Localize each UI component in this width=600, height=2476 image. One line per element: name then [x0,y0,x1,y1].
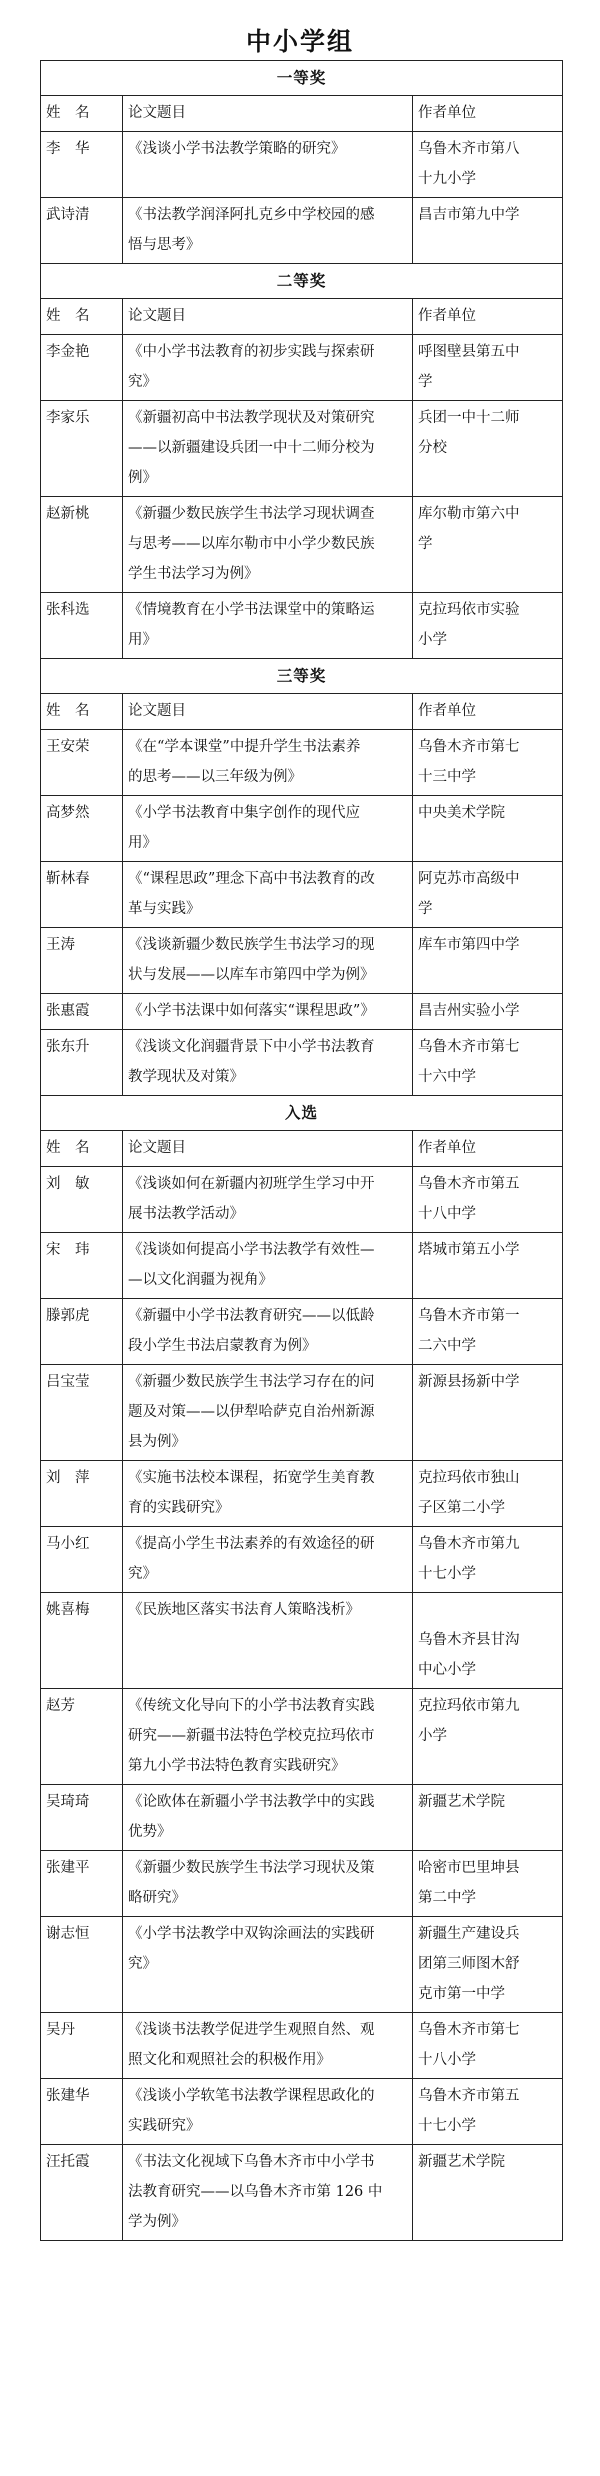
author-unit-line: 乌鲁木齐市第五 [418,2088,520,2104]
paper-title-line: 《提高小学生书法素养的有效途径的研 [128,1536,375,1552]
column-header-row [41,96,563,132]
author-unit [413,928,563,994]
section-header-row [41,659,563,694]
author-unit-line: 十七小学 [418,1566,476,1582]
paper-title-line: 《实施书法校本课程，拓宽学生美育教 [128,1470,375,1486]
author-name [41,1593,123,1689]
section-title: 入选 [41,1096,563,1131]
author-name-line: 李家乐 [46,410,90,426]
author-name-line: 王涛 [46,937,75,953]
author-unit [413,497,563,593]
paper-title-line: 《新疆少数民族学生书法学习现状调查 [128,506,375,522]
author-unit [413,1527,563,1593]
author-name-line: 吴丹 [46,2022,75,2038]
award-table-body [41,61,563,2241]
paper-title [123,132,413,198]
author-unit [413,401,563,497]
author-name-line: 赵新桃 [46,506,90,522]
paper-title-line: 《浅谈如何在新疆内初班学生学习中开 [128,1176,375,1192]
author-unit-line: 十六中学 [418,1069,476,1085]
paper-title [123,1851,413,1917]
table-row [41,928,563,994]
paper-title-line: 《新疆少数民族学生书法学习存在的问 [128,1374,375,1390]
table-row [41,796,563,862]
author-unit-line: 乌鲁木齐市第九 [418,1536,520,1552]
author-unit-line: 学 [418,536,433,552]
table-row [41,1689,563,1785]
author-name [41,335,123,401]
table-row [41,1527,563,1593]
table-row [41,401,563,497]
paper-title-line: 《书法教学润泽阿扎克乡中学校园的感 [128,207,375,223]
table-row [41,2013,563,2079]
paper-title-line: 实践研究》 [128,2118,201,2134]
paper-title-line: 《书法文化视域下乌鲁木齐市中小学书 [128,2154,375,2170]
paper-title-line: 《浅谈文化润疆背景下中小学书法教育 [128,1039,375,1055]
author-unit [413,1785,563,1851]
paper-title-line: 用》 [128,835,157,851]
table-row [41,1461,563,1527]
author-name-line: 李 华 [46,141,90,157]
paper-title [123,862,413,928]
author-unit-line [418,1595,558,1625]
paper-title [123,1233,413,1299]
paper-title-line: 状与发展——以库车市第四中学为例》 [128,967,375,983]
author-name [41,1527,123,1593]
author-unit [413,1233,563,1299]
author-unit [413,593,563,659]
paper-title-line: ——以新疆建设兵团一中十二师分校为 [128,440,375,456]
author-name [41,401,123,497]
author-name-line: 武诗清 [46,207,90,223]
author-unit [413,335,563,401]
author-unit [413,1461,563,1527]
section-title: 一等奖 [41,61,563,96]
paper-title-line: 《中小学书法教育的初步实践与探索研 [128,344,375,360]
paper-title-line: 略研究》 [128,1890,186,1906]
author-unit [413,132,563,198]
paper-title-line: 照文化和观照社会的积极作用》 [128,2052,331,2068]
author-unit-line: 乌鲁木齐市第七 [418,739,520,755]
column-header-unit: 作者单位 [413,694,563,730]
author-name-line: 谢志恒 [46,1926,90,1942]
author-unit [413,2079,563,2145]
paper-title-line: —以文化润疆为视角》 [128,1272,273,1288]
author-unit-line: 十三中学 [418,769,476,785]
author-name-line: 吕宝莹 [46,1374,90,1390]
paper-title [123,198,413,264]
column-header-name: 姓 名 [41,96,123,132]
author-name [41,928,123,994]
paper-title [123,1030,413,1096]
paper-title [123,593,413,659]
paper-title-line: 例》 [128,470,157,486]
paper-title [123,2013,413,2079]
author-name-line: 高梦然 [46,805,90,821]
author-unit-line: 小学 [418,1728,447,1744]
paper-title-line: 《新疆少数民族学生书法学习现状及策 [128,1860,375,1876]
paper-title-line: 法教育研究——以乌鲁木齐市第 126 中 [128,2184,383,2200]
author-unit-line: 学 [418,901,433,917]
table-row [41,1030,563,1096]
paper-title-line: 学为例》 [128,2214,186,2230]
author-name [41,730,123,796]
author-unit [413,730,563,796]
paper-title [123,1917,413,2013]
author-name [41,1167,123,1233]
author-name [41,2079,123,2145]
author-unit [413,862,563,928]
author-unit-line: 乌鲁木齐县甘沟 [418,1632,520,1648]
author-name-line: 刘 敏 [46,1176,90,1192]
paper-title [123,401,413,497]
author-name [41,1365,123,1461]
paper-title-line: 展书法教学活动》 [128,1206,244,1222]
paper-title-line: 题及对策——以伊犁哈萨克自治州新源 [128,1404,375,1420]
paper-title-line: 《浅谈小学书法教学策略的研究》 [128,141,346,157]
author-unit [413,1917,563,2013]
author-name-line: 滕郭虎 [46,1308,90,1324]
author-name [41,2013,123,2079]
author-unit [413,2145,563,2241]
author-unit [413,994,563,1030]
author-unit [413,2013,563,2079]
author-name [41,132,123,198]
paper-title-line: 《情境教育在小学书法课堂中的策略运 [128,602,375,618]
paper-title-line: 《浅谈新疆少数民族学生书法学习的现 [128,937,375,953]
author-unit-line: 克拉玛依市实验 [418,602,520,618]
table-row [41,2145,563,2241]
column-header-unit: 作者单位 [413,96,563,132]
paper-title [123,1689,413,1785]
author-name [41,862,123,928]
author-name-line: 张建华 [46,2088,90,2104]
paper-title-line: 与思考——以库尔勒市中小学少数民族 [128,536,375,552]
paper-title [123,1461,413,1527]
author-unit-line: 昌吉市第九中学 [418,207,520,223]
paper-title-line: 《民族地区落实书法育人策略浅析》 [128,1602,360,1618]
table-row [41,1785,563,1851]
paper-title [123,1167,413,1233]
paper-title [123,1365,413,1461]
table-row [41,132,563,198]
author-name-line: 姚喜梅 [46,1602,90,1618]
paper-title [123,1593,413,1689]
column-header-row [41,1131,563,1167]
author-name [41,1851,123,1917]
table-row [41,1233,563,1299]
paper-title-line: 悟与思考》 [128,237,201,253]
author-name [41,1030,123,1096]
paper-title-line: 研究——新疆书法特色学校克拉玛依市 [128,1728,375,1744]
paper-title-line: 优势》 [128,1824,172,1840]
author-name [41,1461,123,1527]
author-unit-line: 十八中学 [418,1206,476,1222]
author-name-line: 张科选 [46,602,90,618]
paper-title [123,1785,413,1851]
author-name-line: 汪托霞 [46,2154,90,2170]
author-name-line: 赵芳 [46,1698,75,1714]
table-row [41,730,563,796]
paper-title-line: 《小学书法教学中双钩涂画法的实践研 [128,1926,375,1942]
author-unit [413,1851,563,1917]
column-header-topic: 论文题目 [123,694,413,730]
author-unit [413,1689,563,1785]
author-unit-line: 乌鲁木齐市第八 [418,141,520,157]
paper-title [123,994,413,1030]
column-header-name: 姓 名 [41,1131,123,1167]
author-unit [413,198,563,264]
paper-title-line: 段小学生书法启蒙教育为例》 [128,1338,317,1354]
paper-title-line: 《浅谈如何提高小学书法教学有效性— [128,1242,375,1258]
paper-title-line: 第九小学书法特色教育实践研究》 [128,1758,346,1774]
paper-title [123,796,413,862]
author-unit-line: 乌鲁木齐市第七 [418,1039,520,1055]
author-name-line: 马小红 [46,1536,90,1552]
author-unit-line: 阿克苏市高级中 [418,871,520,887]
paper-title [123,1299,413,1365]
author-unit-line: 克拉玛依市第九 [418,1698,520,1714]
paper-title [123,1527,413,1593]
author-unit-line: 新疆艺术学院 [418,1794,505,1810]
author-name-line: 靳林春 [46,871,90,887]
author-unit-line: 中心小学 [418,1662,476,1678]
page-title: 中小学组 [245,27,354,56]
paper-title [123,730,413,796]
column-header-unit: 作者单位 [413,299,563,335]
author-name [41,1785,123,1851]
author-name-line: 张东升 [46,1039,90,1055]
column-header-name: 姓 名 [41,694,123,730]
paper-title-line: 的思考——以三年级为例》 [128,769,302,785]
author-unit-line: 乌鲁木齐市第五 [418,1176,520,1192]
paper-title-line: 《在“学本课堂”中提升学生书法素养 [128,739,361,755]
author-name [41,2145,123,2241]
paper-title-line: 《浅谈小学软笔书法教学课程思政化的 [128,2088,375,2104]
column-header-topic: 论文题目 [123,1131,413,1167]
paper-title-line: 学生书法学习为例》 [128,566,259,582]
paper-title [123,2145,413,2241]
paper-title-line: 《“课程思政”理念下高中书法教育的改 [128,871,375,887]
author-name [41,1917,123,2013]
author-name [41,198,123,264]
column-header-topic: 论文题目 [123,96,413,132]
paper-title-line: 《传统文化导向下的小学书法教育实践 [128,1698,375,1714]
author-unit-line: 子区第二小学 [418,1500,505,1516]
author-name [41,994,123,1030]
paper-title-line: 革与实践》 [128,901,201,917]
table-row [41,1365,563,1461]
table-row [41,862,563,928]
paper-title [123,497,413,593]
paper-title-line: 《新疆中小学书法教育研究——以低龄 [128,1308,375,1324]
author-unit-line: 昌吉州实验小学 [418,1003,520,1019]
section-title: 二等奖 [41,264,563,299]
author-unit-line: 兵团一中十二师 [418,410,520,426]
table-row [41,1299,563,1365]
author-unit-line: 塔城市第五小学 [418,1242,520,1258]
paper-title [123,2079,413,2145]
author-unit-line: 分校 [418,440,447,456]
author-name [41,1233,123,1299]
author-unit [413,1030,563,1096]
table-row [41,593,563,659]
author-unit [413,1167,563,1233]
author-unit-line: 乌鲁木齐市第七 [418,2022,520,2038]
author-name-line: 李金艳 [46,344,90,360]
author-unit-line: 新疆生产建设兵 [418,1926,520,1942]
author-unit-line: 团第三师图木舒 [418,1956,520,1972]
column-header-row [41,694,563,730]
paper-title [123,335,413,401]
author-unit-line: 学 [418,374,433,390]
paper-title-line: 《小学书法教育中集字创作的现代应 [128,805,360,821]
paper-title [123,928,413,994]
author-name-line: 刘 萍 [46,1470,90,1486]
section-header-row [41,264,563,299]
author-unit-line: 乌鲁木齐市第一 [418,1308,520,1324]
award-table [40,60,563,2241]
table-row [41,335,563,401]
section-header-row [41,1096,563,1131]
paper-title-line: 教学现状及对策》 [128,1069,244,1085]
column-header-topic: 论文题目 [123,299,413,335]
author-unit-line: 十七小学 [418,2118,476,2134]
table-row [41,1167,563,1233]
column-header-unit: 作者单位 [413,1131,563,1167]
author-unit-line: 二六中学 [418,1338,476,1354]
author-name-line: 吴琦琦 [46,1794,90,1810]
paper-title-line: 究》 [128,1566,157,1582]
author-name-line: 宋 玮 [46,1242,90,1258]
section-header-row [41,61,563,96]
author-unit-line: 呼图壁县第五中 [418,344,520,360]
table-row [41,1851,563,1917]
column-header-name: 姓 名 [41,299,123,335]
paper-title-line: 究》 [128,1956,157,1972]
paper-title-line: 育的实践研究》 [128,1500,230,1516]
table-row [41,2079,563,2145]
table-row [41,1917,563,2013]
author-unit [413,1365,563,1461]
table-row [41,994,563,1030]
column-header-row [41,299,563,335]
author-unit [413,1299,563,1365]
paper-title-line: 用》 [128,632,157,648]
table-row [41,198,563,264]
author-unit [413,1593,563,1689]
paper-title-line: 《浅谈书法教学促进学生观照自然、观 [128,2022,375,2038]
author-name [41,1689,123,1785]
author-unit-line: 小学 [418,632,447,648]
paper-title-line: 《新疆初高中书法教学现状及对策研究 [128,410,375,426]
author-unit-line: 库车市第四中学 [418,937,520,953]
author-unit [413,796,563,862]
author-unit-line: 克市第一中学 [418,1986,505,2002]
paper-title-line: 《论欧体在新疆小学书法教学中的实践 [128,1794,375,1810]
author-name-line: 张建平 [46,1860,90,1876]
paper-title-line: 《小学书法课中如何落实“课程思政”》 [128,1003,375,1019]
section-title: 三等奖 [41,659,563,694]
paper-title-line: 究》 [128,374,157,390]
author-unit-line: 哈密市巴里坤县 [418,1860,520,1876]
author-name-line: 王安荣 [46,739,90,755]
author-unit-line: 中央美术学院 [418,805,505,821]
table-row [41,497,563,593]
author-unit-line: 库尔勒市第六中 [418,506,520,522]
author-unit-line: 新疆艺术学院 [418,2154,505,2170]
author-unit-line: 新源县扬新中学 [418,1374,520,1390]
author-unit-line: 十八小学 [418,2052,476,2068]
author-name [41,796,123,862]
table-row [41,1593,563,1689]
author-unit-line: 第二中学 [418,1890,476,1906]
author-name [41,497,123,593]
author-unit-line: 克拉玛依市独山 [418,1470,520,1486]
author-name [41,593,123,659]
paper-title-line: 县为例》 [128,1434,186,1450]
author-name [41,1299,123,1365]
author-name-line: 张惠霞 [46,1003,90,1019]
author-unit-line: 十九小学 [418,171,476,187]
